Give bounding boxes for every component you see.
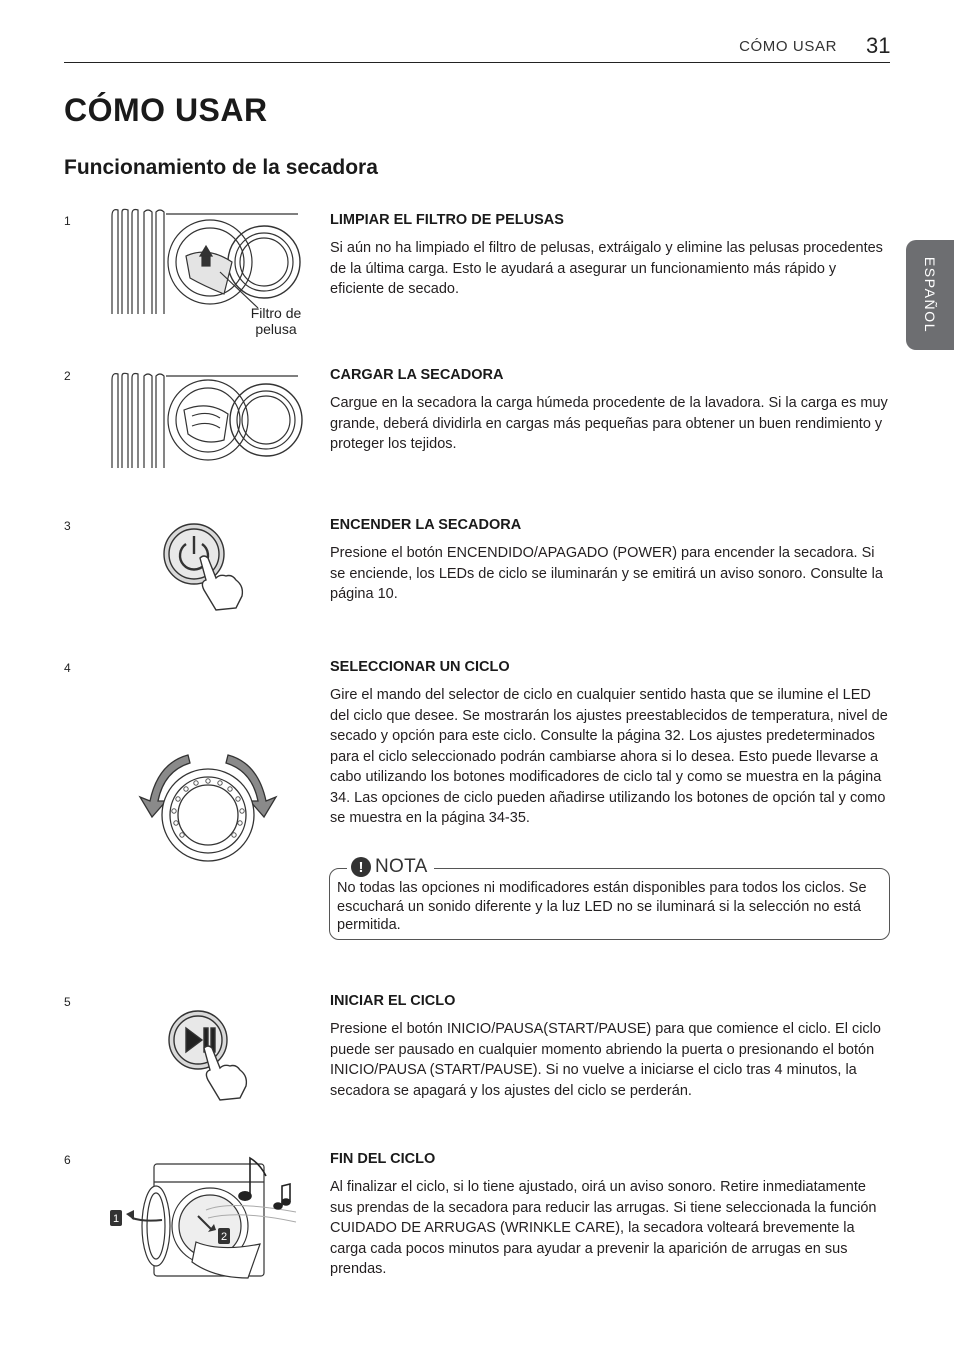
step-4-number: 4	[64, 661, 71, 675]
step-4-body: Gire el mando del selector de ciclo en cualquier sentido hasta que se ilumine el LED del ciclo que desee. Se mostrarán los ajustes preestablecidos de temperatura, nivel de secado y opción para este ciclo. Consulte la página 32. Los ajustes predeterminados para el ciclo seleccionado podrán cambiarse ahora si lo desea. Esto puede llevarse a cabo utilizando los botones modificadores de ciclo tal y como se muestra en la página 34. Las opciones de ciclo pueden añadirse utilizando los botones de opción tal y como se muestra en la página 34-35.	[330, 687, 888, 826]
step-1-heading: LIMPIAR EL FILTRO DE PELUSAS	[330, 212, 564, 228]
step-1-body: Si aún no ha limpiado el filtro de pelusas, extráigalo y elimine las pelusas procedentes de la última carga. Esto le ayudará a asegurar un funcionamiento más rápido y eficiente de secado.	[330, 240, 883, 297]
step-badge-1	[110, 1210, 122, 1226]
step-6-body: Al finalizar el ciclo, si lo tiene ajustado, oirá un aviso sonoro. Retire inmediatamente sus prendas de la secadora para reducir las arrugas. Si tiene seleccionada la función CUIDADO DE ARRUGAS (WRINKLE CARE), la secadora volteará brevemente la carga cada pocos minutos para ayudar a prevenir la aparición de arrugas en sus prendas.	[330, 1179, 877, 1277]
language-tab	[906, 240, 954, 350]
step-2-body: Cargue en la secadora la carga húmeda procedente de la lavadora. Si la carga es muy grande, deberá dividirla en cargas más pequeñas para obtener un buen rendimiento y proteger los tejidos.	[330, 395, 888, 452]
page-number: 31	[866, 33, 891, 58]
step-badge-2	[218, 1228, 230, 1244]
running-header-section: CÓMO USAR	[739, 38, 837, 55]
svg-text:1: 1	[112, 1213, 120, 1225]
load-dryer-illustration	[108, 370, 308, 470]
svg-text:2: 2	[220, 1231, 228, 1243]
note-title	[347, 855, 434, 879]
step-5-heading: INICIAR EL CICLO	[330, 993, 456, 1009]
step-3-body: Presione el botón ENCENDIDO/APAGADO (POWER) para encender la secadora. Si se enciende, los LEDs de ciclo se iluminarán y se emitirá un aviso sonoro. Consulte la página 10.	[330, 545, 883, 602]
step-5-body: Presione el botón INICIO/PAUSA(START/PAUSE) para que comience el ciclo. El ciclo puede ser pausado en cualquier momento abriendo la puerta o presionando el botón INICIO/PAUSA (START/PAUSE). Si no vuelve a iniciarse el ciclo tras 4 minutos, la secadora se apagará y los ajustes del ciclo se perderán.	[330, 1021, 881, 1099]
step-1-number: 1	[64, 214, 71, 228]
note-label: NOTA	[375, 856, 428, 877]
page-title: CÓMO USAR	[64, 92, 268, 128]
step-3-number: 3	[64, 519, 71, 533]
header-divider	[64, 62, 890, 63]
step-4-heading: SELECCIONAR UN CICLO	[330, 659, 510, 675]
step-6-number: 6	[64, 1153, 71, 1167]
note-text: No todas las opciones ni modificadores están disponibles para todos los ciclos. Se escuchará un sonido diferente y la luz LED no se iluminará si la selección no está permitida.	[337, 880, 867, 933]
section-subtitle: Funcionamiento de la secadora	[64, 156, 378, 179]
exclamation-icon: !	[351, 857, 371, 877]
step-3-heading: ENCENDER LA SECADORA	[330, 517, 522, 533]
step-2-heading: CARGAR LA SECADORA	[330, 367, 504, 383]
unload-dryer-illustration	[110, 1152, 305, 1284]
play-pause-button-icon	[164, 1008, 254, 1108]
step-2-number: 2	[64, 369, 71, 383]
lint-filter-illustration	[108, 206, 308, 316]
power-button-icon	[160, 520, 250, 615]
cycle-selector-knob-illustration	[136, 745, 281, 875]
step-5-number: 5	[64, 995, 71, 1009]
lint-filter-label: Filtro de pelusa	[250, 305, 302, 337]
language-tab-label: ESPAÑOL	[922, 256, 938, 334]
step-6-heading: FIN DEL CICLO	[330, 1151, 436, 1167]
